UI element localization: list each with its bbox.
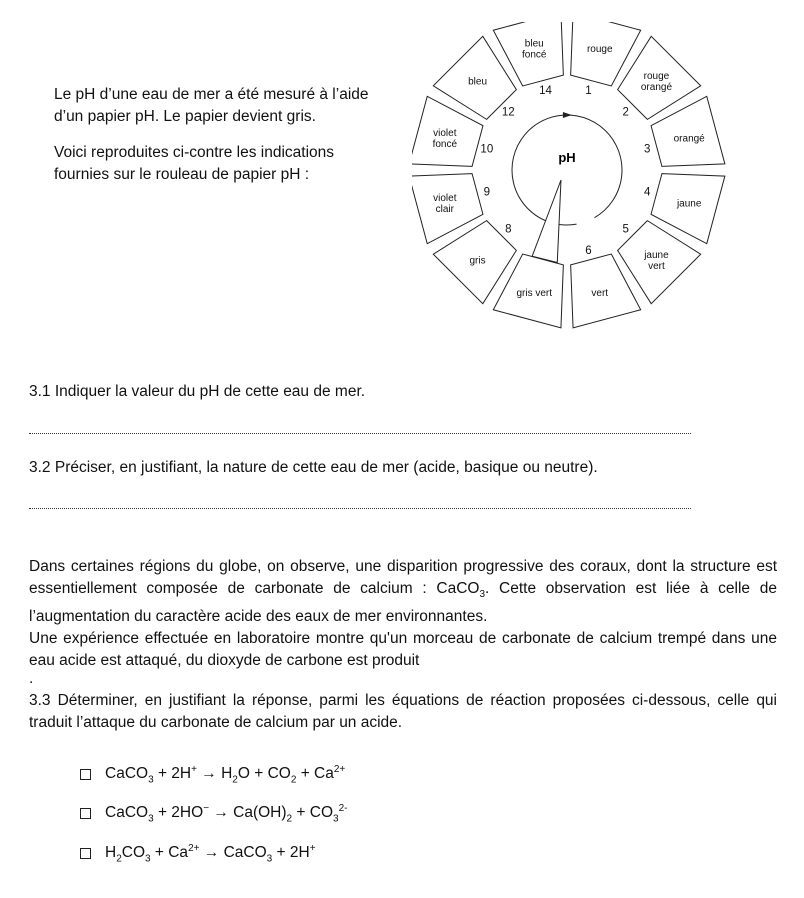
corals-paragraph: [29, 556, 777, 686]
equation-3: $H_2CO_3 + Ca^{2+}$ → CaCO$_3$ + 2H+: [105, 843, 316, 865]
wheel-segment-label: jaune vert: [644, 249, 669, 272]
wheel-pointer: [532, 180, 561, 262]
intro-paragraph-2: Voici reproduites ci-contre les indications fournies sur le rouleau de papier pH :: [54, 144, 334, 183]
checkbox-3[interactable]: [80, 848, 91, 859]
wheel-ph-number: 10: [480, 143, 494, 156]
wheel-ph-number: 12: [501, 106, 515, 119]
wheel-segment-label: rouge: [586, 43, 613, 55]
answer-line-3-2[interactable]: [29, 507, 691, 509]
wheel-segment-label: violet clair: [433, 193, 457, 216]
answer-line-3-1[interactable]: [29, 432, 691, 434]
question-3-3: 3.3 Déterminer, en justifiant la réponse, parmi les équations de réaction proposées ci-dessous, celle qui traduit l’attaque du carbonate de calcium par un acide.: [29, 692, 777, 731]
ph-color-wheel: [412, 22, 738, 330]
wheel-segment-label: orangé: [673, 133, 705, 145]
intro-paragraph-1: Le pH d’une eau de mer a été mesuré à l’aide d’un papier pH. Le papier devient gris.: [54, 86, 369, 125]
wheel-ph-number: 3: [643, 143, 651, 156]
wheel-segment-label: bleu: [468, 76, 488, 88]
wheel-ph-number: 6: [585, 245, 592, 258]
question-3-1: 3.1 Indiquer la valeur du pH de cette eau de mer.: [29, 383, 366, 400]
corals-paragraph-2: Une expérience effectuée en laboratoire montre qu'un morceau de carbonate de calcium trempé dans une eau acide est attaqué, du dioxyde de carbone est produit: [29, 630, 777, 670]
checkbox-2[interactable]: [80, 808, 91, 819]
inner-arc: [512, 115, 622, 225]
question-3-2: 3.2 Préciser, en justifiant, la nature de cette eau de mer (acide, basique ou neutre).: [29, 459, 598, 476]
wheel-segment-label: gris vert: [516, 288, 553, 300]
wheel-segment-label: vert: [591, 288, 609, 300]
wheel-ph-number: 1: [585, 84, 592, 97]
wheel-segment-label: jaune: [676, 198, 702, 210]
corals-paragraph-1: Dans certaines régions du globe, on observe, une disparition progressive des coraux, dont la structure est essentiellement composée de carbonate de calcium : CaCO$_3$. Cette observation est liée à celle de l’augmentation du caractère acide des eaux de mer environnantes.: [29, 558, 777, 626]
wheel-ph-number: 14: [539, 84, 552, 97]
wheel-ph-number: 8: [505, 223, 512, 236]
intro-text: [54, 84, 374, 200]
wheel-segment-label: bleu foncé: [522, 38, 547, 61]
wheel-ph-number: 9: [483, 186, 491, 199]
checkbox-1[interactable]: [80, 769, 91, 780]
wheel-ph-number: 2: [622, 106, 629, 119]
equation-2: CaCO$_3$ + $2HO^- \to Ca(OH)_2 + CO_3^{2-}$: [105, 803, 348, 825]
stray-dot: .: [29, 670, 34, 688]
wheel-center-label: pH: [558, 150, 576, 165]
wheel-ph-number: 5: [622, 223, 629, 236]
equation-option-2[interactable]: [80, 803, 347, 824]
arc-arrow-icon: [563, 112, 572, 118]
wheel-segment-label: rouge orangé: [640, 71, 673, 94]
equation-1: CaCO$_3$ + $2H^+ \to H_2O + CO_2 + Ca^{2+}$: [105, 764, 346, 786]
wheel-segment-label: gris: [469, 255, 486, 267]
wheel-ph-number: 4: [643, 186, 651, 199]
equation-option-3[interactable]: [80, 843, 316, 864]
wheel-segment-label: violet foncé: [432, 127, 458, 150]
equation-option-1[interactable]: [80, 764, 345, 785]
